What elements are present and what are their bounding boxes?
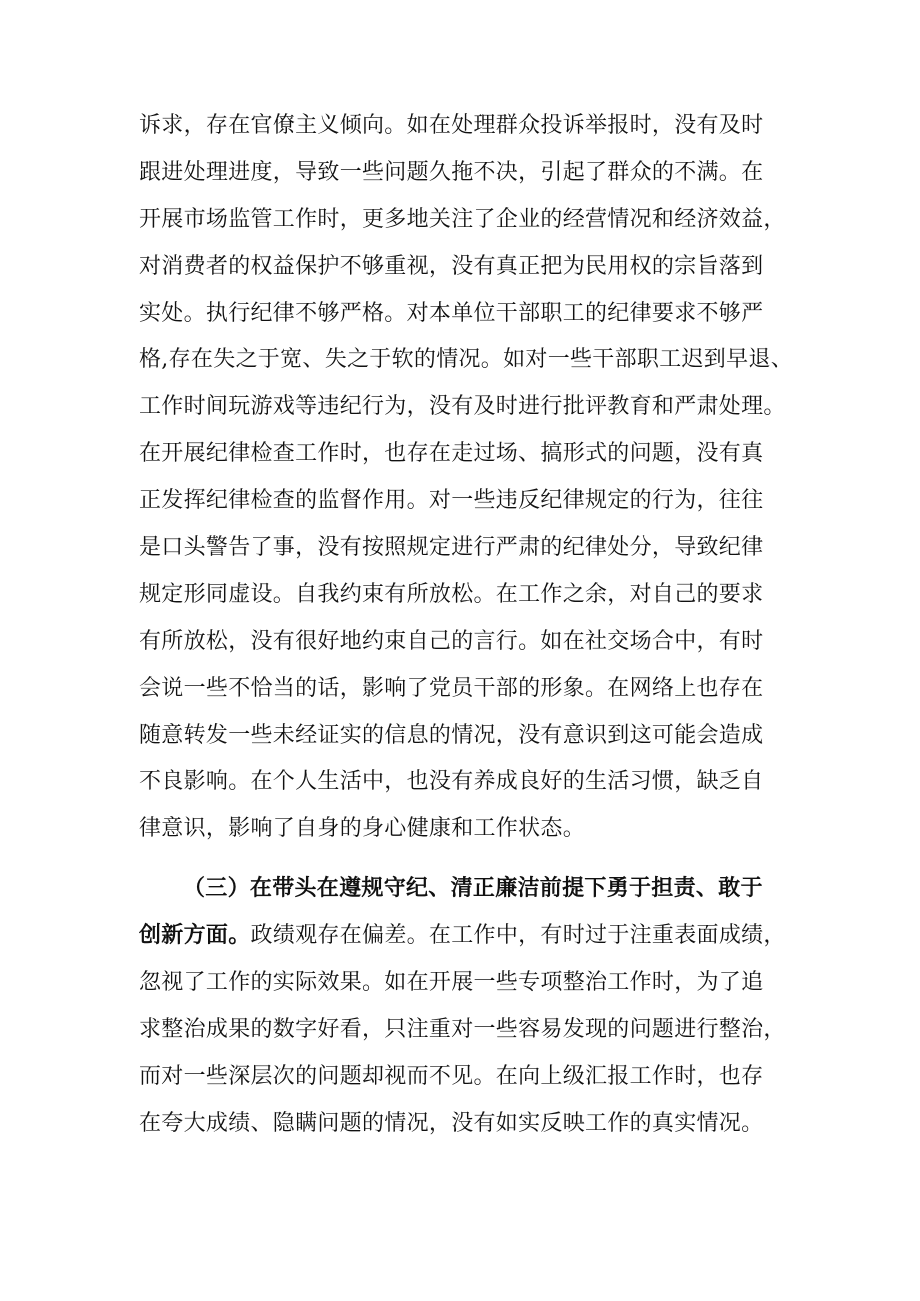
text-line: 是口头警告了事，没有按照规定进行严肃的纪律处分，导致纪律 bbox=[139, 535, 764, 561]
text-line: 规定形同虚设。自我约束有所放松。在工作之余，对自己的要求 bbox=[139, 581, 764, 607]
paragraph-spacer bbox=[139, 853, 819, 866]
text-line: 工作时间玩游戏等违纪行为，没有及时进行批评教育和严肃处理。 bbox=[139, 394, 786, 420]
text-line: 跟进处理进度，导致一些问题久拖不决，引起了群众的不满。在 bbox=[139, 159, 764, 185]
text-line: 不良影响。在个人生活中，也没有养成良好的生活习惯，缺乏自 bbox=[139, 769, 764, 795]
paragraph-1 bbox=[139, 103, 819, 853]
text-line: 对消费者的权益保护不够重视，没有真正把为民用权的宗旨落到 bbox=[139, 253, 764, 279]
text-line: 会说一些不恰当的话，影响了党员干部的形象。在网络上也存在 bbox=[139, 675, 764, 701]
text-line: 求整治成果的数字好看，只注重对一些容易发现的问题进行整治， bbox=[139, 1016, 786, 1042]
section-heading-continued: 创新方面。 bbox=[139, 923, 251, 949]
text-line: 忽视了工作的实际效果。如在开展一些专项整治工作时，为了追 bbox=[139, 970, 764, 996]
paragraph-2 bbox=[139, 866, 819, 1147]
text-line: 开展市场监管工作时，更多地关注了企业的经营情况和经济效益， bbox=[139, 206, 786, 232]
document-body bbox=[139, 103, 819, 1148]
text-line bbox=[139, 913, 819, 960]
text-line: 随意转发一些未经证实的信息的情况，没有意识到这可能会造成 bbox=[139, 722, 764, 748]
text-line: 有所放松，没有很好地约束自己的言行。如在社交场合中，有时 bbox=[139, 628, 764, 654]
text-line: 实处。执行纪律不够严格。对本单位干部职工的纪律要求不够严 bbox=[139, 300, 764, 326]
text-line: 律意识，影响了自身的身心健康和工作状态。 bbox=[139, 816, 586, 842]
text-line: 在夸大成绩、隐瞒问题的情况，没有如实反映工作的真实情况。 bbox=[139, 1110, 764, 1136]
text-line: 而对一些深层次的问题却视而不见。在向上级汇报工作时，也存 bbox=[139, 1063, 764, 1089]
text-line: 格,存在失之于宽、失之于软的情况。如对一些干部职工迟到早退、 bbox=[139, 347, 793, 373]
text-line: 在开展纪律检查工作时，也存在走过场、搞形式的问题，没有真 bbox=[139, 441, 764, 467]
section-heading: （三）在带头在遵规守纪、清正廉洁前提下勇于担责、敢于 bbox=[183, 876, 763, 902]
text-line: 诉求，存在官僚主义倾向。如在处理群众投诉举报时，没有及时 bbox=[139, 113, 764, 138]
text-line: 正发挥纪律检查的监督作用。对一些违反纪律规定的行为，往往 bbox=[139, 488, 764, 514]
text-run: 政绩观存在偏差。在工作中，有时过于注重表面成绩， bbox=[250, 923, 786, 949]
